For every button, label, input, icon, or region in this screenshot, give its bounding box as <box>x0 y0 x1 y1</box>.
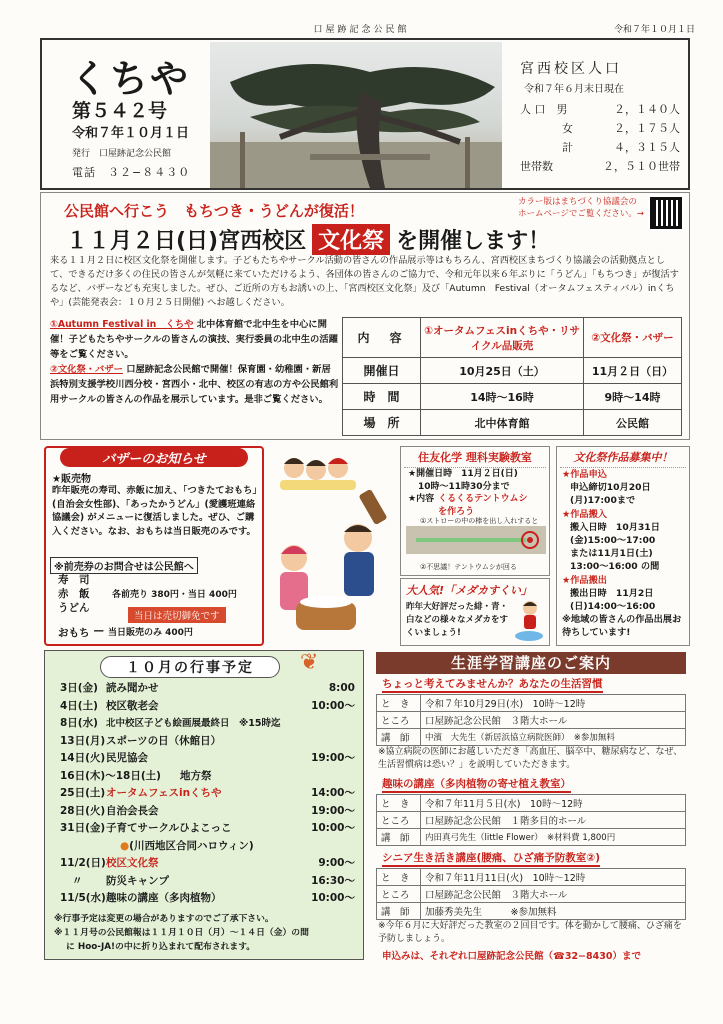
headline-body: 来る１１月２日に校区文化祭を開催します。子どもたちやサークル活動の皆さんの作品展示等はもちろん、宮西校区まちづくり協議会の活動拠点として、できるだけ多くの住民の皆さんが気軽に来ていただけるよう、各団体の皆さんのご協力で、令和元年以来６年ぶりに「うどん」「もちつき」が復活するなど、バザーなども充実しました。ぜひ、ご近所の方もお誘いの上、「宮西校区文化祭」及び「Autumn Festival（オータムフェスティバル）inくちや」(芸能発表会：１０月２５日開催) へお越しください。 <box>50 255 679 308</box>
lecture-label: ところ <box>377 886 421 903</box>
schedule-time: 10:00～ <box>311 699 355 712</box>
table-cell: 14時～16時 <box>421 384 584 410</box>
schedule-event: 民児協会 <box>106 752 148 764</box>
pop-value: ２，５１０世帯 <box>603 160 680 173</box>
table-header: 内 容 <box>343 318 421 358</box>
headline-main-pre: １１月２日(日)宮西校区 <box>66 229 307 254</box>
mochi-pounding-illustration <box>266 450 398 646</box>
lectures-title: 生涯学習講座のご案内 <box>376 652 686 674</box>
color-note: カラー版はまちづくり協議会の ホームページでご覧ください。→ <box>518 197 644 219</box>
lecture3-note: ※今年６月に大好評だった教室の２回目です。体を動かして腰痛、ひざ痛を予防しましょう。 <box>378 921 682 944</box>
bazaar-items-price: 各前売り 380円・当日 400円 <box>112 590 237 600</box>
lecture-value: 内田真弓先生（little Flower） ※材料費 1,800円 <box>421 829 686 846</box>
schedule-date: 28日(火) <box>60 804 106 817</box>
pop-label: 計 <box>562 141 573 154</box>
schedule-row <box>60 768 355 786</box>
lecture1-note: ※協立病院の医師にお越しいただき「高血圧、脳卒中、糖尿病など、なぜ、生活習慣病は恐い？」を説明していただきます。 <box>378 747 683 770</box>
works-line: 申込締切10月20日(月)17:00まで <box>570 482 651 507</box>
pop-label: 女 <box>562 122 573 135</box>
schedule-date: 14日(火) <box>60 752 106 764</box>
bazaar-sub: ★販売物 <box>52 474 91 485</box>
science-time: 10時～11時30分まで <box>418 481 510 492</box>
schedule-event: (川西地区合同ハロウィン) <box>129 839 254 852</box>
schedule-time: 8:00 <box>328 682 355 694</box>
lecture-label: ところ <box>377 812 421 829</box>
bazaar-item: 寿 司 <box>58 574 90 586</box>
lectures-sub2: 趣味の講座（多肉植物の寄せ植え教室） <box>382 776 571 793</box>
schedule-row <box>60 820 355 838</box>
mochi-price: 当日販売のみ 400円 <box>108 628 193 638</box>
table-cell: 公民館 <box>584 410 682 436</box>
event2-title: ②文化祭・バザー <box>50 364 123 375</box>
lecture-label: ところ <box>377 712 421 729</box>
works-line: 搬入日時 10月31日 <box>570 521 660 533</box>
events-table <box>342 317 682 436</box>
lecture-value: 令和７年11月11日(火) 10時～12時 <box>421 869 686 886</box>
event2-body: 口屋跡記念公民館で開催！保育園・幼稚園・新居浜特別支援学校川西分校・宮西小・北中、校区の有志の方や公民館利用サークルの皆さんの作品を展示しています。是非ご覧ください。 <box>50 364 339 405</box>
pop-label: 世帯数 <box>520 160 553 173</box>
schedule-event: 読み聞かせ <box>106 682 159 694</box>
lectures-sub3: シニア生き活き講座(腰痛、ひざ痛予防教室②) <box>382 850 600 867</box>
schedule-event: オータムフェスinくちや <box>106 787 222 799</box>
science-text <box>408 468 528 518</box>
lecture2-table <box>376 794 686 846</box>
schedule-time: 14:00～ <box>311 787 355 799</box>
works-line: (金)15:00～17:00 <box>570 535 656 547</box>
ticket-title: ※前売券のお問合せは公民館へ <box>50 557 198 574</box>
schedule-row <box>60 750 355 768</box>
bazaar-title: バザーのお知らせ <box>60 448 248 467</box>
headline-main <box>66 224 550 255</box>
medaka-body: 昨年大好評だった緋・青・白などの様々なメダカをすくいましょう! <box>406 602 509 638</box>
schedule-date: 13日(月) <box>60 734 106 747</box>
schedule-date: 31日(金) <box>60 822 106 834</box>
lecture-value: 加藤秀美先生 ※参加無料 <box>421 903 686 920</box>
straw-image <box>406 526 546 554</box>
schedule-date: 8日(水) <box>60 717 98 729</box>
schedule-date: 11/5(水) <box>60 892 106 904</box>
schedule-date: 25日(土) <box>60 787 106 799</box>
schedule-row <box>60 890 355 908</box>
phone: 電話 ３２−８４３０ <box>72 166 191 179</box>
works-line: ★作品搬出 <box>562 574 607 586</box>
issue-date: 令和７年１０月１日 <box>72 126 190 141</box>
population-as-of: 令和７年６月末日現在 <box>524 84 624 95</box>
works-line: ★作品搬入 <box>562 508 607 520</box>
headline-badge: 文化祭 <box>312 224 390 255</box>
schedule-date: 4日(土) <box>60 699 98 712</box>
lecture-label: と き <box>377 795 421 812</box>
lecture-label: と き <box>377 695 421 712</box>
pine-tree-photo <box>210 42 502 188</box>
schedule-date: 〃 <box>72 874 83 887</box>
schedule-time: 19:00～ <box>311 804 355 817</box>
lecture1-table <box>376 694 686 746</box>
schedule-time: 16:30～ <box>311 874 355 887</box>
schedule-row <box>60 733 355 751</box>
works-line: ※地域の皆さんの作品出展お待ちしています! <box>562 614 682 639</box>
qr-code[interactable] <box>650 197 682 229</box>
medaka-title: 大人気!「メダカすくい」 <box>406 584 533 597</box>
science-content-label: ★内容 <box>408 494 435 504</box>
schedule-date: 3日(金) <box>60 682 98 694</box>
works-text <box>562 468 686 640</box>
lectures-sub1: ちょっと考えてみませんか？あなたの生活習慣 <box>382 676 603 693</box>
lecture-value: 口屋跡記念公民館 ３階大ホール <box>421 886 686 903</box>
schedule-row <box>60 715 355 733</box>
lecture3-table <box>376 868 686 920</box>
schedule-row <box>60 803 355 821</box>
works-title: 文化祭作品募集中！ <box>560 449 686 468</box>
schedule-time: 19:00～ <box>311 752 355 764</box>
lecture-value: 中濱 大先生（新居浜協立病院医師） ※参加無料 <box>421 729 686 746</box>
schedule-time: 9:00～ <box>318 857 355 869</box>
schedule-title: １０月の行事予定 <box>100 656 280 678</box>
table-cell: 場 所 <box>343 410 421 436</box>
child-fishing-icon <box>512 598 546 642</box>
science-step1: ①ストローの中の棒を出し入れすると <box>420 517 539 525</box>
population-list <box>520 100 680 176</box>
schedule-row <box>60 873 355 891</box>
bazaar-item: 赤 飯 <box>58 588 90 600</box>
schedule-date: 11/2(日) <box>60 857 106 869</box>
schedule-time: 10:00～ <box>311 822 355 834</box>
lecture-value: 口屋跡記念公民館 １階多目的ホール <box>421 812 686 829</box>
science-step2: ②不思議！テントウムシが回る <box>420 563 517 571</box>
table-header: ②文化祭・バザー <box>584 318 682 358</box>
events-desc <box>50 317 340 407</box>
lecture-value: 令和７年10月29日(水) 10時～12時 <box>421 695 686 712</box>
event1-title: ①Autumn Festival in くちや <box>50 319 194 330</box>
works-line: 搬出日時 11月2日 <box>570 587 654 599</box>
schedule-event: スポーツの日（休館日） <box>106 734 222 747</box>
schedule-note: ※行事予定は変更の場合がありますのでご了承下さい。 <box>54 914 274 924</box>
schedule-row <box>60 680 355 698</box>
population-title: 宮西校区人口 <box>520 61 622 77</box>
schedule-notes <box>54 912 359 954</box>
table-cell: 時 間 <box>343 384 421 410</box>
issue-number: 第５４２号 <box>72 100 168 122</box>
science-title: 住友化学 理科実験教室 <box>404 449 546 468</box>
pop-label: 人 口 男 <box>520 103 568 116</box>
publisher: 発行 口屋跡記念公民館 <box>72 149 172 159</box>
schedule-event: 自治会長会 <box>106 804 159 817</box>
maple-leaf-icon: ❦ <box>300 650 319 675</box>
science-content: くるくるテントウムシを作ろう <box>438 494 528 517</box>
science-date: ★開催日時 11月２日(日) <box>408 469 518 479</box>
works-line: または11月1日(土) <box>570 548 653 560</box>
table-cell: 10月25日（土） <box>421 358 584 384</box>
bazaar-body: 昨年販売の寿司、赤飯に加え、「つきたておもち」(自治会女性部)、「あったかうどん」(愛護班連絡協議会) がメニューに復活しました。ぜひ、ご購入ください。なお、おもちは当日販売のみです。 <box>52 485 258 537</box>
lecture-label: 講 師 <box>377 903 421 920</box>
event1-body: 北中体育館で北中生を中心に開催！子どもたちやサークルの皆さんの演技、実行委員の北中生の活躍等をご覧ください。 <box>50 319 338 360</box>
pop-value: ２，１４０人 <box>614 103 680 116</box>
schedule-note: に Hoo-JA!の中に折り込まれて配布されます。 <box>66 942 256 952</box>
bazaar-item: うどん <box>58 602 90 614</box>
sold-out-note: 当日は売切御免です <box>128 607 226 623</box>
schedule-row <box>60 838 355 856</box>
schedule-row <box>60 698 355 716</box>
bazaar-items <box>58 573 90 615</box>
table-cell: 開催日 <box>343 358 421 384</box>
lecture-value: 令和７年11月５日(水) 10時～12時 <box>421 795 686 812</box>
lecture-label: と き <box>377 869 421 886</box>
works-line: 13:00～16:00 の間 <box>570 561 660 573</box>
schedule-event: 子育てサークルひよこっこ <box>106 822 232 834</box>
lecture-label: 講 師 <box>377 829 421 846</box>
mochi-row: おもち — 当日販売のみ 400円 <box>58 625 193 639</box>
schedule-event: 趣味の講座（多肉植物） <box>106 892 222 904</box>
masthead-title: くちや <box>70 57 191 101</box>
schedule-event: 校区敬老会 <box>106 699 159 712</box>
schedule-row <box>60 785 355 803</box>
lecture-label: 講 師 <box>377 729 421 746</box>
schedule-event: 校区文化祭 <box>106 857 159 869</box>
table-cell: 9時～14時 <box>584 384 682 410</box>
header-date: 令和７年１０月１日 <box>613 25 695 35</box>
pop-value: ２，１７５人 <box>614 122 680 135</box>
lectures-apply: 申込みは、それぞれ口屋跡記念公民館（☎32−8430）まで <box>382 951 641 962</box>
works-line: (日)14:00～16:00 <box>570 601 656 613</box>
schedule-event: 北中校区子ども絵画展最終日 ※15時迄 <box>106 718 281 729</box>
table-header: ①オータムフェスinくちや・リサイクル品販売 <box>421 318 584 358</box>
headline-kicker: 公民館へ行こう もちつき・うどんが復活！ <box>64 202 364 220</box>
schedule-note: ※１１月号の公民館報は１１月１０日（月）～１４日（金）の間 <box>54 928 309 938</box>
schedule-event: 地方祭 <box>180 769 212 782</box>
table-cell: 北中体育館 <box>421 410 584 436</box>
pumpkin-icon: ● <box>120 839 130 852</box>
schedule-time: 10:00～ <box>311 892 355 904</box>
lecture-value: 口屋跡記念公民館 ３階大ホール <box>421 712 686 729</box>
schedule-event: 防災キャンプ <box>106 874 169 887</box>
header-center: 口屋跡記念公民館 <box>313 25 410 35</box>
table-cell: 11月２日（日） <box>584 358 682 384</box>
mochi-label: おもち <box>58 627 90 639</box>
schedule-list <box>60 680 355 908</box>
pop-value: ４，３１５人 <box>614 141 680 154</box>
schedule-row <box>60 855 355 873</box>
headline-main-post: を開催します！ <box>396 229 551 254</box>
schedule-date: 16日(木)～18日(土) <box>60 769 161 782</box>
works-line: ★作品申込 <box>562 469 607 480</box>
